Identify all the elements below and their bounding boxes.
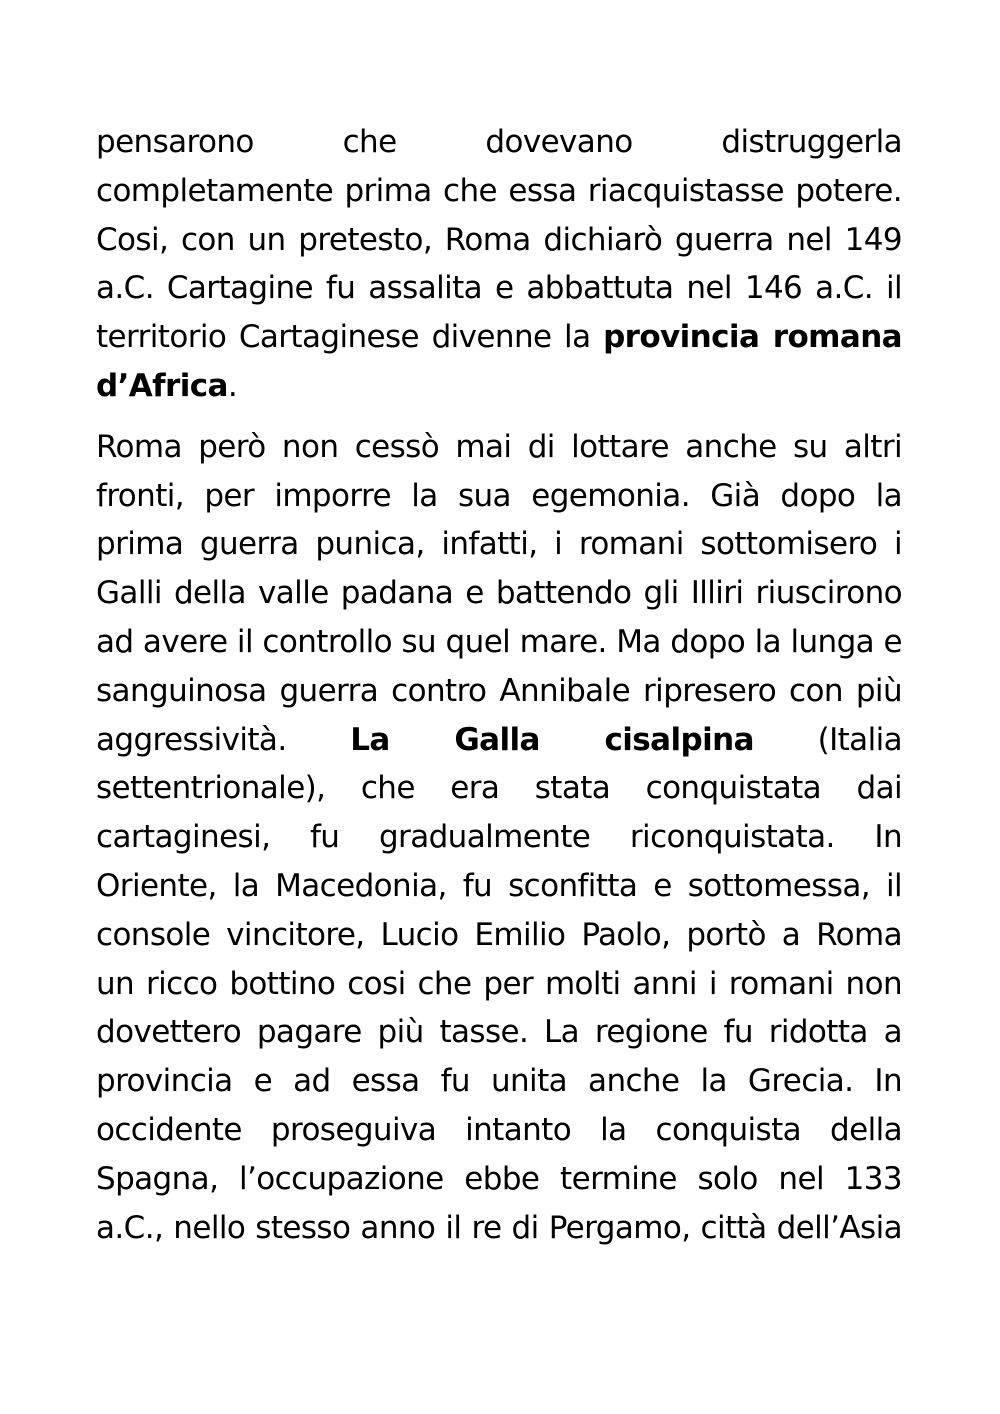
bold-term-galla-cisalpina: La Galla cisalpina xyxy=(350,721,754,758)
paragraph-text: (Italia settentrionale), che era stata conquistata dai cartaginesi, fu gradualmente riconquistata. In Oriente, la Macedonia, fu sconfitta e sottomessa, il console vincitore, Lucio Emilio Paolo, portò a Roma un ricco bottino cosi che per molti anni i romani non dovettero pagare più tasse. La regione fu ridotta a provincia e ad essa fu unita anche la Grecia. In occidente proseguiva intanto la conquista della Spagna, l’occupazione ebbe termine solo nel 133 a.C., nello stesso anno il re di Pergamo, città dell’Asia xyxy=(96,721,902,1246)
paragraph-carthage xyxy=(96,118,902,411)
bold-term-provincia-africa: provincia romana d’Africa xyxy=(96,319,902,404)
paragraph-text: . xyxy=(227,367,238,404)
document-page xyxy=(96,118,902,1252)
paragraph-expansion xyxy=(96,423,902,1253)
paragraph-text: Roma però non cessò mai di lottare anche su altri fronti, per imporre la sua egemonia. Già dopo la prima guerra punica, infatti, i romani sottomisero i Galli della valle padana e battendo gli Illiri riuscirono ad avere il controllo su quel mare. Ma dopo la lunga e sanguinosa guerra contro Annibale ripresero con più aggressività. xyxy=(96,428,902,758)
paragraph-text: pensarono che dovevano distruggerla completamente prima che essa riacquistasse potere. Cosi, con un pretesto, Roma dichiarò guerra nel 149 a.C. Cartagine fu assalita e abbattuta nel 146 a.C. il territorio Cartaginese divenne la xyxy=(96,124,902,356)
